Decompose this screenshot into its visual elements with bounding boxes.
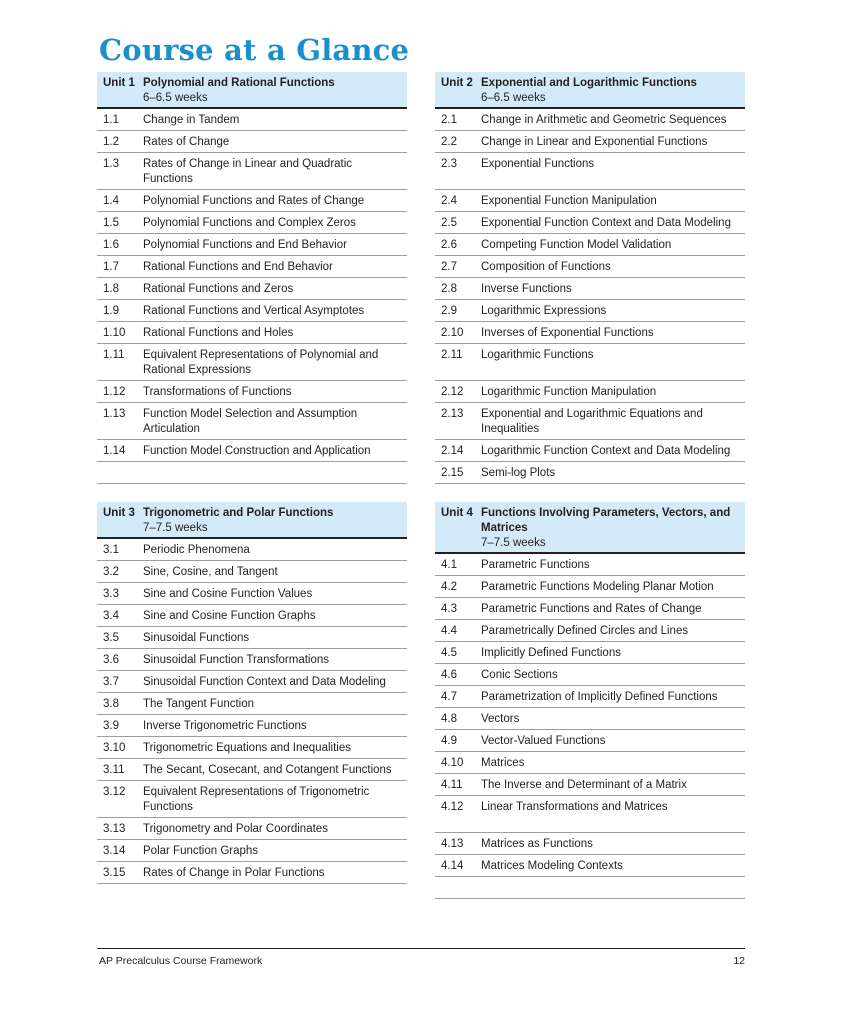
topic-name: Equivalent Representations of Polynomial and Rational Expressions [143,349,379,376]
topic-number: 1.14 [103,445,126,457]
topic-row [97,131,407,153]
unit-header [435,502,745,554]
topic-name: Polar Function Graphs [143,845,259,857]
topic-row [435,642,745,664]
topic-number: 3.3 [103,588,119,600]
topic-number: 4.3 [441,603,457,615]
topic-number: 2.13 [441,408,464,420]
unit-weeks: 6–6.5 weeks [143,92,208,104]
topic-number: 4.5 [441,647,457,659]
topic-number: 1.2 [103,136,119,148]
topic-number: 1.6 [103,239,119,251]
topic-number: 1.10 [103,327,126,339]
topic-number: 4.6 [441,669,457,681]
topic-name: Change in Linear and Exponential Functions [481,136,708,148]
topic-number: 1.11 [103,349,125,361]
unit-title: Polynomial and Rational Functions [143,77,335,89]
topic-row [435,554,745,576]
topic-row [97,605,407,627]
topic-name: Trigonometric Equations and Inequalities [143,742,351,754]
topic-row [435,686,745,708]
unit-weeks: 7–7.5 weeks [481,537,546,549]
topic-number: 3.8 [103,698,119,710]
footer-divider [97,948,745,949]
topic-name: Semi-log Plots [481,467,556,479]
topic-name: The Tangent Function [143,698,255,710]
topic-number: 2.14 [441,445,464,457]
topic-number: 4.14 [441,860,464,872]
topic-number: 2.6 [441,239,457,251]
topic-row [435,796,745,833]
topic-row [435,576,745,598]
topic-number: 3.14 [103,845,126,857]
topic-row [435,131,745,153]
topic-row [435,598,745,620]
topic-name: Sine and Cosine Function Graphs [143,610,316,622]
topic-row [435,190,745,212]
topic-name: Exponential Functions [481,158,595,170]
topic-name: Rational Functions and End Behavior [143,261,333,273]
unit-title: Trigonometric and Polar Functions [143,507,334,519]
topic-number: 4.13 [441,838,464,850]
topic-number: 3.4 [103,610,119,622]
unit-weeks: 6–6.5 weeks [481,92,546,104]
topic-name: Rates of Change in Polar Functions [143,867,325,879]
topic-row [435,344,745,381]
topic-row [97,818,407,840]
topic-number: 3.5 [103,632,119,644]
topic-name: Rational Functions and Holes [143,327,294,339]
topic-number: 1.4 [103,195,119,207]
topic-name: Function Model Construction and Application [143,445,371,457]
topic-name: Parametrically Defined Circles and Lines [481,625,689,637]
empty-row [435,877,745,899]
topic-number: 2.7 [441,261,457,273]
topic-row [435,256,745,278]
topic-row [435,153,745,190]
topic-number: 4.8 [441,713,457,725]
topic-row [435,855,745,877]
topic-row [97,671,407,693]
topic-name: Equivalent Representations of Trigonometric Functions [143,786,370,813]
topic-row [97,440,407,462]
empty-row [97,462,407,484]
topic-name: Vectors [481,713,520,725]
topic-row [97,322,407,344]
topic-number: 3.7 [103,676,119,688]
topic-name: Sinusoidal Function Context and Data Modeling [143,676,386,688]
topic-row [97,737,407,759]
unit-label: Unit 3 [103,507,135,519]
topic-number: 4.11 [441,779,463,791]
topic-number: 4.1 [441,559,457,571]
page-title: Course at a Glance [99,33,410,67]
topic-number: 2.3 [441,158,457,170]
topic-number: 1.13 [103,408,126,420]
topic-name: Exponential Function Context and Data Modeling [481,217,731,229]
topic-name: Vector-Valued Functions [481,735,606,747]
unit-weeks: 7–7.5 weeks [143,522,208,534]
unit-title: Exponential and Logarithmic Functions [481,77,697,89]
unit-label: Unit 1 [103,77,135,89]
topic-row [97,381,407,403]
topic-name: Change in Arithmetic and Geometric Sequences [481,114,727,126]
footer-title: AP Precalculus Course Framework [99,955,263,967]
topic-name: Sinusoidal Function Transformations [143,654,330,666]
topic-row [435,774,745,796]
unit-title: Functions Involving Parameters, Vectors, and Matrices [481,507,731,534]
topic-name: Rational Functions and Zeros [143,283,294,295]
topic-number: 1.7 [103,261,119,273]
topic-number: 1.1 [103,114,119,126]
unit-header [435,72,745,109]
topic-name: The Inverse and Determinant of a Matrix [481,779,687,791]
topic-number: 4.2 [441,581,457,593]
topic-name: Composition of Functions [481,261,611,273]
topic-number: 4.7 [441,691,457,703]
topic-name: Change in Tandem [143,114,240,126]
topic-number: 2.4 [441,195,457,207]
page-number: 12 [733,955,745,967]
topic-row [435,752,745,774]
topic-row [97,693,407,715]
topic-name: Sine, Cosine, and Tangent [143,566,278,578]
unit-2-table [435,72,745,484]
topic-name: Exponential Function Manipulation [481,195,657,207]
topic-name: Exponential and Logarithmic Equations and Inequalities [481,408,703,435]
topic-row [97,539,407,561]
topic-number: 2.11 [441,349,463,361]
topic-name: Sine and Cosine Function Values [143,588,313,600]
topic-row [97,190,407,212]
unit-label: Unit 4 [441,507,473,519]
topic-number: 4.12 [441,801,464,813]
topic-number: 2.10 [441,327,464,339]
topic-number: 3.13 [103,823,126,835]
topic-name: Competing Function Model Validation [481,239,672,251]
topic-number: 2.12 [441,386,464,398]
topic-row [435,440,745,462]
topic-number: 4.9 [441,735,457,747]
topic-row [435,730,745,752]
topic-number: 1.5 [103,217,119,229]
topic-name: Logarithmic Function Manipulation [481,386,657,398]
topic-row [97,649,407,671]
topic-row [435,381,745,403]
topic-row [435,403,745,440]
topic-row [97,300,407,322]
topic-row [97,561,407,583]
topic-row [435,234,745,256]
topic-name: Inverses of Exponential Functions [481,327,654,339]
topic-row [435,278,745,300]
topic-name: Matrices Modeling Contexts [481,860,623,872]
topic-row [97,403,407,440]
topic-row [97,212,407,234]
topic-name: The Secant, Cosecant, and Cotangent Functions [143,764,392,776]
topic-name: Parametrization of Implicitly Defined Functions [481,691,718,703]
topic-name: Inverse Trigonometric Functions [143,720,307,732]
topic-row [97,234,407,256]
topic-row [97,840,407,862]
topic-row [97,862,407,884]
topic-name: Rates of Change [143,136,230,148]
topic-row [97,153,407,190]
topic-row [97,759,407,781]
topic-row [435,620,745,642]
unit-4-table [435,502,745,899]
topic-row [97,278,407,300]
unit-3-table [97,502,407,884]
topic-name: Parametric Functions Modeling Planar Motion [481,581,714,593]
unit-label: Unit 2 [441,77,473,89]
topic-row [435,212,745,234]
topic-name: Sinusoidal Functions [143,632,250,644]
topic-row [435,300,745,322]
unit-1-table [97,72,407,484]
topic-row [97,781,407,818]
topic-name: Polynomial Functions and Complex Zeros [143,217,356,229]
topic-name: Logarithmic Functions [481,349,594,361]
topic-row [435,664,745,686]
topic-number: 2.15 [441,467,464,479]
topic-row [97,344,407,381]
topic-name: Matrices [481,757,525,769]
topic-name: Logarithmic Function Context and Data Modeling [481,445,731,457]
topic-name: Matrices as Functions [481,838,593,850]
topic-row [435,462,745,484]
topic-name: Parametric Functions and Rates of Change [481,603,702,615]
topic-number: 3.1 [103,544,119,556]
topic-number: 2.9 [441,305,457,317]
topic-name: Polynomial Functions and End Behavior [143,239,347,251]
topic-name: Transformations of Functions [143,386,292,398]
topic-number: 1.12 [103,386,126,398]
topic-number: 3.15 [103,867,126,879]
topic-row [435,833,745,855]
topic-row [97,715,407,737]
topic-name: Inverse Functions [481,283,572,295]
topic-number: 1.8 [103,283,119,295]
topic-row [97,583,407,605]
topic-number: 2.1 [441,114,457,126]
topic-name: Rates of Change in Linear and Quadratic Functions [143,158,353,185]
topic-name: Trigonometry and Polar Coordinates [143,823,328,835]
unit-header [97,502,407,539]
topic-number: 2.8 [441,283,457,295]
topic-name: Polynomial Functions and Rates of Change [143,195,365,207]
topic-name: Function Model Selection and Assumption Articulation [143,408,358,435]
topic-row [97,627,407,649]
topic-name: Conic Sections [481,669,558,681]
topic-number: 4.10 [441,757,464,769]
topic-number: 2.5 [441,217,457,229]
topic-name: Parametric Functions [481,559,590,571]
topic-name: Rational Functions and Vertical Asymptotes [143,305,365,317]
topic-name: Implicitly Defined Functions [481,647,621,659]
topic-name: Linear Transformations and Matrices [481,801,668,813]
topic-name: Periodic Phenomena [143,544,250,556]
topic-name: Logarithmic Expressions [481,305,607,317]
topic-number: 3.6 [103,654,119,666]
topic-row [97,256,407,278]
topic-number: 3.12 [103,786,126,798]
topic-number: 2.2 [441,136,457,148]
topic-row [435,109,745,131]
topic-number: 3.10 [103,742,126,754]
topic-number: 1.9 [103,305,119,317]
topic-number: 3.2 [103,566,119,578]
topic-number: 3.9 [103,720,119,732]
topic-row [435,708,745,730]
topic-number: 1.3 [103,158,119,170]
topic-number: 3.11 [103,764,125,776]
unit-header [97,72,407,109]
topic-row [435,322,745,344]
topic-number: 4.4 [441,625,457,637]
topic-row [97,109,407,131]
